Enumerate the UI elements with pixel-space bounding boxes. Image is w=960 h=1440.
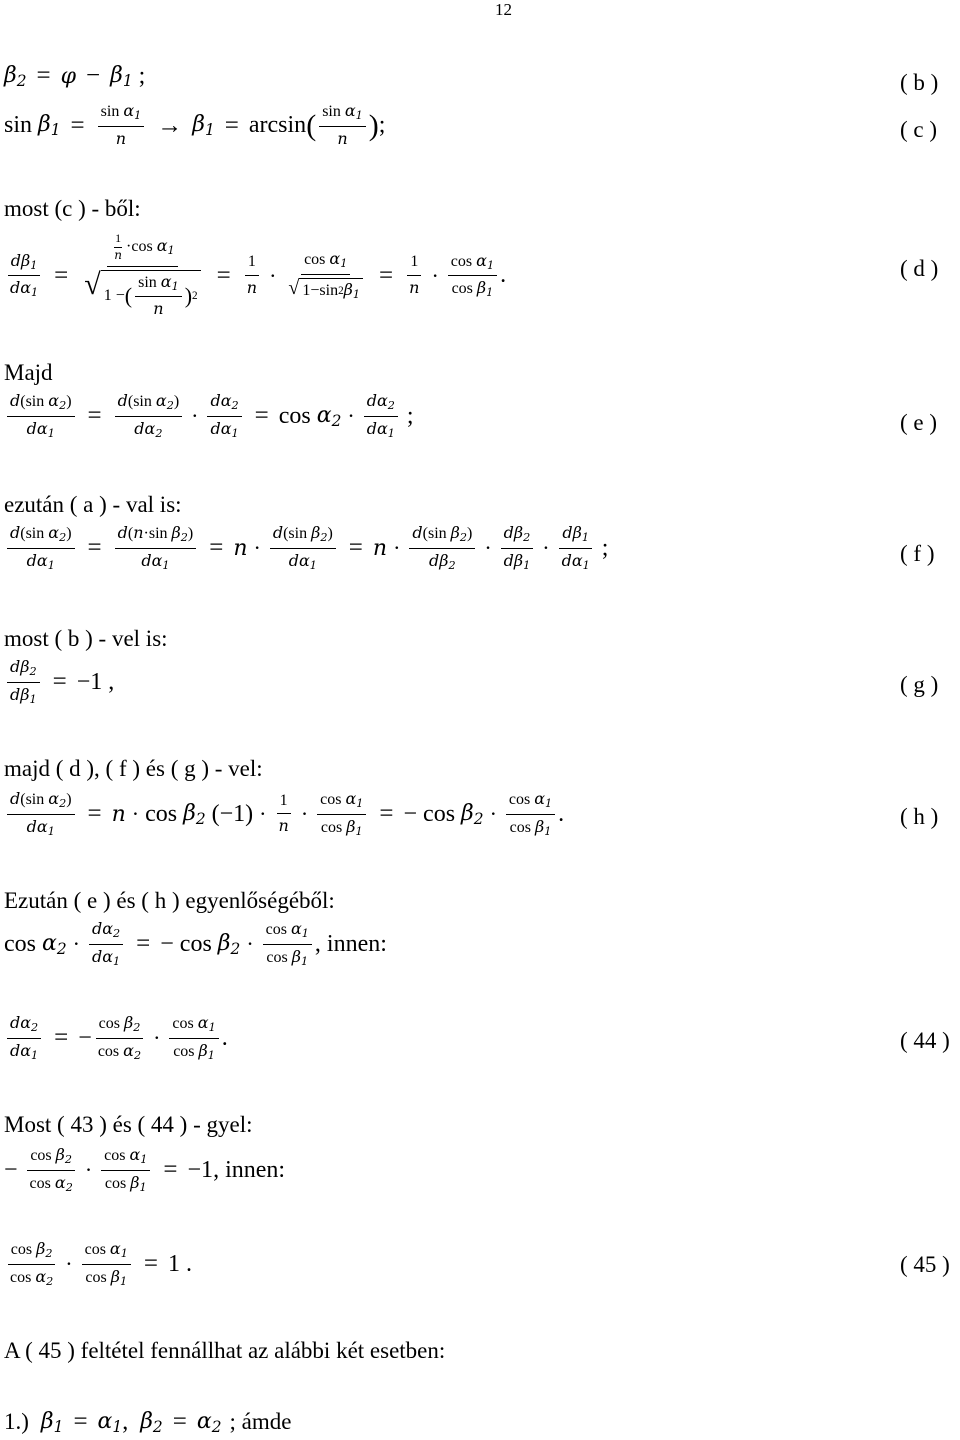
- equation-h: $\frac{\text{d(sin α2)}}{d\alpha 1}$ = n · cos β2 (−1) · $\frac{1}{n}$ · $\frac{\text{cos α1}}{\text{cos β1}}$ = − cos β2 · $\frac{\text{cos α1}}{\text{cos β1}}$ .: [4, 790, 564, 838]
- text-most-c: most (c ) - ből:: [4, 196, 141, 221]
- equation-g: $\frac{d\beta 2}{d\beta 1}$ = −1 ,: [4, 658, 114, 706]
- equation-44: $\frac{d\alpha 2}{d\alpha 1}$ = − $\frac{\text{cos β2}}{\text{cos α2}}$ · $\frac{\text{cos α1}}{\text{cos β1}}$ .: [4, 1014, 228, 1062]
- equation-label-b: ( b ): [900, 70, 939, 95]
- equation-label-e: ( e ): [900, 410, 938, 435]
- text-innen-2: , innen:: [213, 1156, 286, 1183]
- equation-label-g: ( g ): [900, 672, 939, 697]
- text-majd-dfg: majd ( d ), ( f ) és ( g ) - vel:: [4, 756, 263, 781]
- case-1: 1.) β1 = α1 , β2 = α2 ; ámde: [4, 1408, 292, 1436]
- text-ezutan-eh: Ezután ( e ) és ( h ) egyenlőségéből:: [4, 888, 335, 913]
- text-innen-1: , innen:: [314, 930, 387, 957]
- equation-label-f: ( f ): [900, 541, 935, 566]
- text-feltetel: A ( 45 ) feltétel fennállhat az alábbi két esetben:: [4, 1338, 446, 1363]
- equation-b: β2 = φ − β1 ;: [4, 62, 146, 90]
- text-majd: Majd: [4, 360, 53, 385]
- text-ezutan-a: ezután ( a ) - val is:: [4, 492, 182, 517]
- equation-e: $\frac{\text{d(sin α2)}}{d\alpha 1}$ = $\frac{\text{d(sin α2)}}{d\alpha 2}$ · $\frac{d\alpha 2}{d\alpha 1}$ = cos α2 · $\frac{d\alpha 2}{d\alpha 1}$ ;: [4, 392, 414, 440]
- equation-label-d: ( d ): [900, 256, 939, 281]
- text-most-43-44: Most ( 43 ) és ( 44 ) - gyel:: [4, 1112, 253, 1137]
- equation-eh: cos α2 · $\frac{d\alpha 2}{d\alpha 1}$ = − cos β2 · $\frac{\text{cos α1}}{\text{cos β1}}$ , innen:: [4, 919, 387, 968]
- equation-label-45: ( 45 ): [900, 1252, 950, 1277]
- equation-f: $\frac{\text{d(sin α2)}}{d\alpha 1}$ = $\frac{\text{d(n·sin β2)}}{d\alpha 1}$ = n · $\frac{\text{d(sin β2)}}{d\alpha 1}$ = n · $\frac{\text{d(sin β2)}}{d\beta 2}$ · $\frac{d\beta 2}{d\beta 1}$ · $\frac{d\beta 1}{d\alpha 1}$ ;: [4, 524, 608, 572]
- equation-label-c: ( c ): [900, 117, 938, 142]
- equation-45: $\frac{\text{cos β2}}{\text{cos α2}}$ · $\frac{\text{cos α1}}{\text{cos β1}}$ = 1 .: [4, 1240, 192, 1288]
- case-1-suffix: ; ámde: [229, 1409, 292, 1434]
- case-1-number: 1.): [4, 1409, 29, 1434]
- equation-c: sin β1 = $\frac{\text{sin α1}}{n}$ → β1 = arcsin ( $\frac{\text{sin α1}}{n}$ ) ;: [4, 101, 386, 148]
- equation-label-h: ( h ): [900, 804, 939, 829]
- equation-product-neg: − $\frac{\text{cos β2}}{\text{cos α2}}$ · $\frac{\text{cos α1}}{\text{cos β1}}$ = −1 , innen:: [4, 1145, 286, 1194]
- text-most-b: most ( b ) - vel is:: [4, 626, 168, 651]
- page-number: 12: [495, 0, 512, 19]
- equation-d: $\frac{d\beta 1}{d\alpha 1}$ = $\frac{1}{n}$ ·cos α1 √ 1 − ( $\frac{\text{sin α1}}{n}$ ) 2 = $\frac{1}{n}$ · cos α1 √ 1−sin 2 β1 = $\frac{1}{n}$ · $\frac{\text{cos α1}}{\text{cos β1}}$ .: [4, 232, 506, 320]
- equation-label-44: ( 44 ): [900, 1028, 950, 1053]
